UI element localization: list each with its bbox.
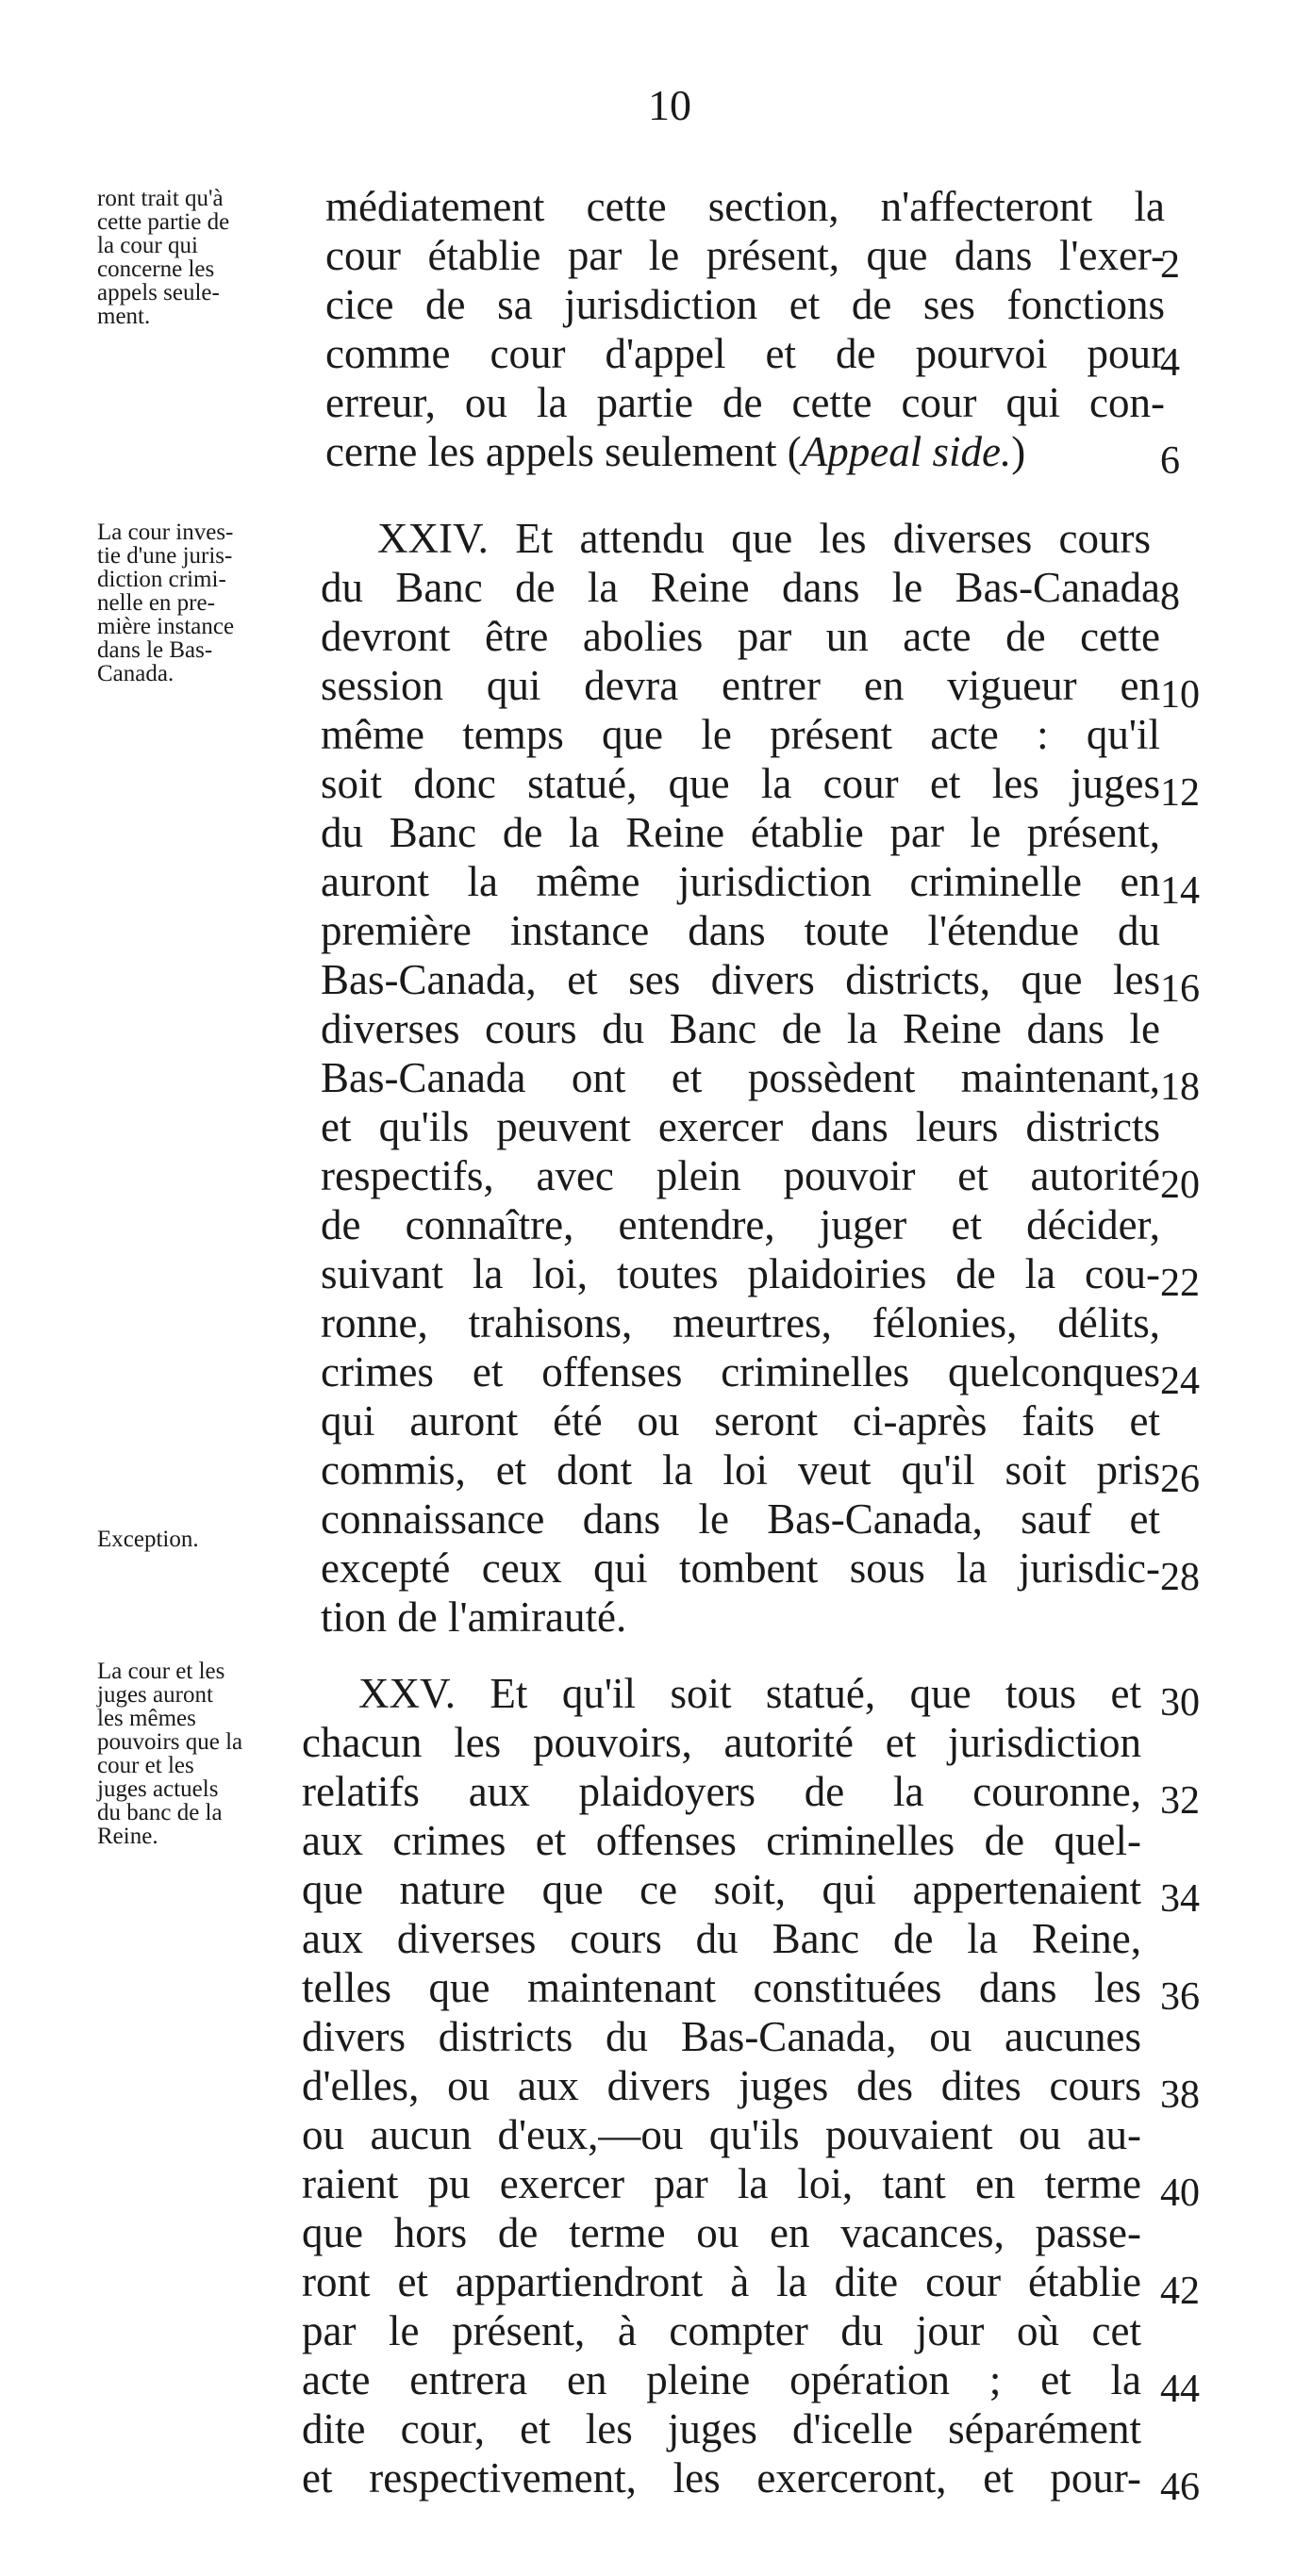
line-number: 30 xyxy=(1160,1681,1200,1725)
body-line-text: excepté ceux qui tombent sous la jurisdic- xyxy=(321,1544,1160,1592)
body-line xyxy=(0,1494,1312,1544)
margin-note-line: juges auront xyxy=(97,1682,213,1708)
body-line-text: suivant la loi, toutes plaidoiries de la cou- xyxy=(321,1250,1160,1297)
body-line-text: médiatement cette section, n'affecteront la xyxy=(325,183,1165,230)
margin-note-line: pouvoirs que la xyxy=(97,1729,243,1755)
margin-note-line: appels seule- xyxy=(97,280,220,305)
body-line xyxy=(0,1298,1312,1347)
body-line-text: chacun les pouvoirs, autorité et jurisdiction xyxy=(302,1719,1141,1766)
body-line-text: raient pu exercer par la loi, tant en terme xyxy=(302,2160,1141,2207)
body-line xyxy=(0,759,1312,815)
body-line xyxy=(0,1914,1312,1963)
page-number: 10 xyxy=(648,81,691,129)
section-heading-xxiv: XXIV. Et attendu que les diverses cours xyxy=(377,515,1151,562)
body-line-text: même temps que le présent acte : qu'il xyxy=(321,711,1160,758)
body-line xyxy=(0,1445,1312,1501)
body-line-text: relatifs aux plaidoyers de la couronne, xyxy=(302,1768,1141,1815)
body-line-text: aux diverses cours du Banc de la Reine, xyxy=(302,1915,1141,1962)
body-line xyxy=(0,2061,1312,2117)
body-line xyxy=(0,1347,1312,1403)
body-line-text: Bas-Canada, et ses divers districts, que les xyxy=(321,956,1160,1003)
body-line-text: connaissance dans le Bas-Canada, sauf et xyxy=(321,1495,1160,1543)
body-line-text: devront être abolies par un acte de cette xyxy=(321,613,1160,660)
body-line-text: qui auront été ou seront ci-après faits et xyxy=(321,1397,1160,1445)
margin-note-line: cour et les xyxy=(97,1753,194,1778)
body-line-text: Bas-Canada ont et possèdent maintenant, xyxy=(321,1054,1160,1101)
body-line-text: du Banc de la Reine dans le Bas-Canada xyxy=(321,564,1160,611)
body-line xyxy=(0,1249,1312,1305)
body-line xyxy=(0,710,1312,759)
margin-note-line: ment. xyxy=(97,304,151,329)
margin-note-line: juges actuels xyxy=(97,1776,219,1802)
body-line-text: soit donc statué, que la cour et les juges xyxy=(321,760,1160,807)
body-line xyxy=(0,2453,1312,2509)
body-line xyxy=(0,329,1312,385)
body-line-text: acte entrera en pleine opération ; et la xyxy=(302,2356,1141,2403)
margin-note-line: la cour qui xyxy=(97,233,198,258)
body-line-text: de connaître, entendre, juger et décider, xyxy=(321,1201,1160,1248)
margin-note-line: cette partie de xyxy=(97,209,230,235)
body-line-text: et qu'ils peuvent exercer dans leurs districts xyxy=(321,1103,1160,1150)
line-number: 26 xyxy=(1160,1458,1200,1501)
body-line xyxy=(0,2306,1312,2355)
body-line-text: ront et appartiendront à la dite cour établie xyxy=(302,2258,1141,2305)
body-line-text: comme cour d'appel et de pourvoi pour xyxy=(325,330,1165,377)
margin-note-line: les mêmes xyxy=(97,1706,196,1731)
body-line xyxy=(0,955,1312,1011)
line-number: 22 xyxy=(1160,1262,1200,1305)
body-line-text: et respectivement, les exerceront, et pour- xyxy=(302,2454,1141,2502)
margin-note-line: Exception. xyxy=(97,1527,199,1552)
body-line-text: auront la même jurisdiction criminelle en xyxy=(321,858,1160,905)
body-line xyxy=(0,857,1312,913)
line-number: 4 xyxy=(1160,341,1180,385)
body-line xyxy=(0,280,1312,329)
line-number: 36 xyxy=(1160,1975,1200,2019)
body-line xyxy=(0,612,1312,661)
body-line xyxy=(0,1396,1312,1445)
body-line xyxy=(0,1963,1312,2019)
margin-note-line: concerne les xyxy=(97,256,215,282)
body-line xyxy=(0,2208,1312,2257)
body-line xyxy=(0,1200,1312,1249)
body-line xyxy=(0,2012,1312,2061)
margin-note-line: tie d'une juris- xyxy=(97,543,233,569)
body-line-text: crimes et offenses criminelles quelconques xyxy=(321,1348,1160,1395)
margin-note-line: La cour inves- xyxy=(97,520,234,545)
line-number: 20 xyxy=(1160,1164,1200,1207)
body-line-text: du Banc de la Reine établie par le présent, xyxy=(321,809,1160,856)
line-number: 46 xyxy=(1160,2466,1200,2509)
body-line-text: par le présent, à compter du jour où cet xyxy=(302,2307,1141,2354)
margin-note-line: Reine. xyxy=(97,1824,158,1849)
margin-note-line: Canada. xyxy=(97,661,174,686)
body-line xyxy=(0,563,1312,619)
body-line xyxy=(0,514,1312,563)
body-line-text: telles que maintenant constituées dans les xyxy=(302,1964,1141,2011)
body-line-text: respectifs, avec plein pouvoir et autorité xyxy=(321,1152,1160,1199)
body-line xyxy=(0,1767,1312,1823)
line-number: 34 xyxy=(1160,1877,1200,1921)
line-number: 42 xyxy=(1160,2270,1200,2313)
margin-note-line: La cour et les xyxy=(97,1659,225,1684)
line-number: 8 xyxy=(1160,575,1180,619)
body-line xyxy=(0,1865,1312,1921)
line-number: 18 xyxy=(1160,1065,1200,1109)
italic-phrase: Appeal side. xyxy=(801,428,1012,475)
margin-note-line: diction crimi- xyxy=(97,567,226,592)
body-line xyxy=(0,1718,1312,1767)
body-line-text: tion de l'amirauté. xyxy=(321,1593,627,1641)
body-line-text: cerne les appels seulement (Appeal side.) xyxy=(325,428,1026,475)
body-line-text: cice de sa jurisdiction et de ses fonctions xyxy=(325,281,1165,328)
body-line xyxy=(0,2257,1312,2313)
body-line-text: commis, et dont la loi veut qu'il soit pris xyxy=(321,1446,1160,1494)
body-line xyxy=(0,2110,1312,2159)
body-line xyxy=(0,1102,1312,1151)
body-line-text: erreur, ou la partie de cette cour qui con- xyxy=(325,379,1165,426)
body-line xyxy=(0,2159,1312,2215)
body-line-text: ronne, trahisons, meurtres, félonies, délits, xyxy=(321,1299,1160,1346)
body-line xyxy=(0,1816,1312,1865)
line-number: 16 xyxy=(1160,967,1200,1011)
body-line xyxy=(0,1593,1312,1642)
line-number: 32 xyxy=(1160,1779,1200,1823)
body-line xyxy=(0,1053,1312,1109)
body-line xyxy=(0,808,1312,857)
body-line xyxy=(0,2404,1312,2453)
line-number: 10 xyxy=(1160,673,1200,717)
line-number: 6 xyxy=(1160,439,1180,483)
margin-note-line: dans le Bas- xyxy=(97,637,213,663)
body-line-text: que nature que ce soit, qui appertenaient xyxy=(302,1866,1141,1913)
margin-note-line: mière instance xyxy=(97,614,235,639)
body-line-text: ou aucun d'eux,—ou qu'ils pouvaient ou au- xyxy=(302,2111,1141,2158)
body-line xyxy=(0,1151,1312,1207)
line-number: 24 xyxy=(1160,1360,1200,1403)
line-number: 28 xyxy=(1160,1556,1200,1599)
body-line-text: session qui devra entrer en vigueur en xyxy=(321,662,1160,709)
line-number: 38 xyxy=(1160,2073,1200,2117)
body-line-text: d'elles, ou aux divers juges des dites cours xyxy=(302,2062,1141,2109)
body-line-text: que hors de terme ou en vacances, passe- xyxy=(302,2209,1141,2256)
line-number: 40 xyxy=(1160,2171,1200,2215)
margin-note-line: ront trait qu'à xyxy=(97,186,224,211)
body-line xyxy=(0,2355,1312,2411)
line-number: 14 xyxy=(1160,869,1200,913)
body-line xyxy=(0,231,1312,287)
body-line xyxy=(0,661,1312,717)
line-number: 44 xyxy=(1160,2368,1200,2411)
body-line xyxy=(0,906,1312,955)
body-line xyxy=(0,427,1312,483)
body-line-text: première instance dans toute l'étendue du xyxy=(321,907,1160,954)
margin-note-line: du banc de la xyxy=(97,1800,223,1825)
body-line-text: aux crimes et offenses criminelles de quel- xyxy=(302,1817,1141,1864)
body-line-text: divers districts du Bas-Canada, ou aucunes xyxy=(302,2013,1141,2060)
body-line-text: dite cour, et les juges d'icelle séparément xyxy=(302,2405,1141,2452)
margin-note-line: nelle en pre- xyxy=(97,590,215,616)
section-heading-xxv: XXV. Et qu'il soit statué, que tous et xyxy=(358,1670,1141,1717)
line-number: 12 xyxy=(1160,771,1200,815)
body-line xyxy=(0,182,1312,231)
body-line-text: cour établie par le présent, que dans l'exer- xyxy=(325,232,1165,279)
line-number: 2 xyxy=(1160,243,1180,287)
body-line xyxy=(0,1544,1312,1599)
body-line xyxy=(0,378,1312,427)
body-line xyxy=(0,1004,1312,1053)
body-line-text: diverses cours du Banc de la Reine dans le xyxy=(321,1005,1160,1052)
